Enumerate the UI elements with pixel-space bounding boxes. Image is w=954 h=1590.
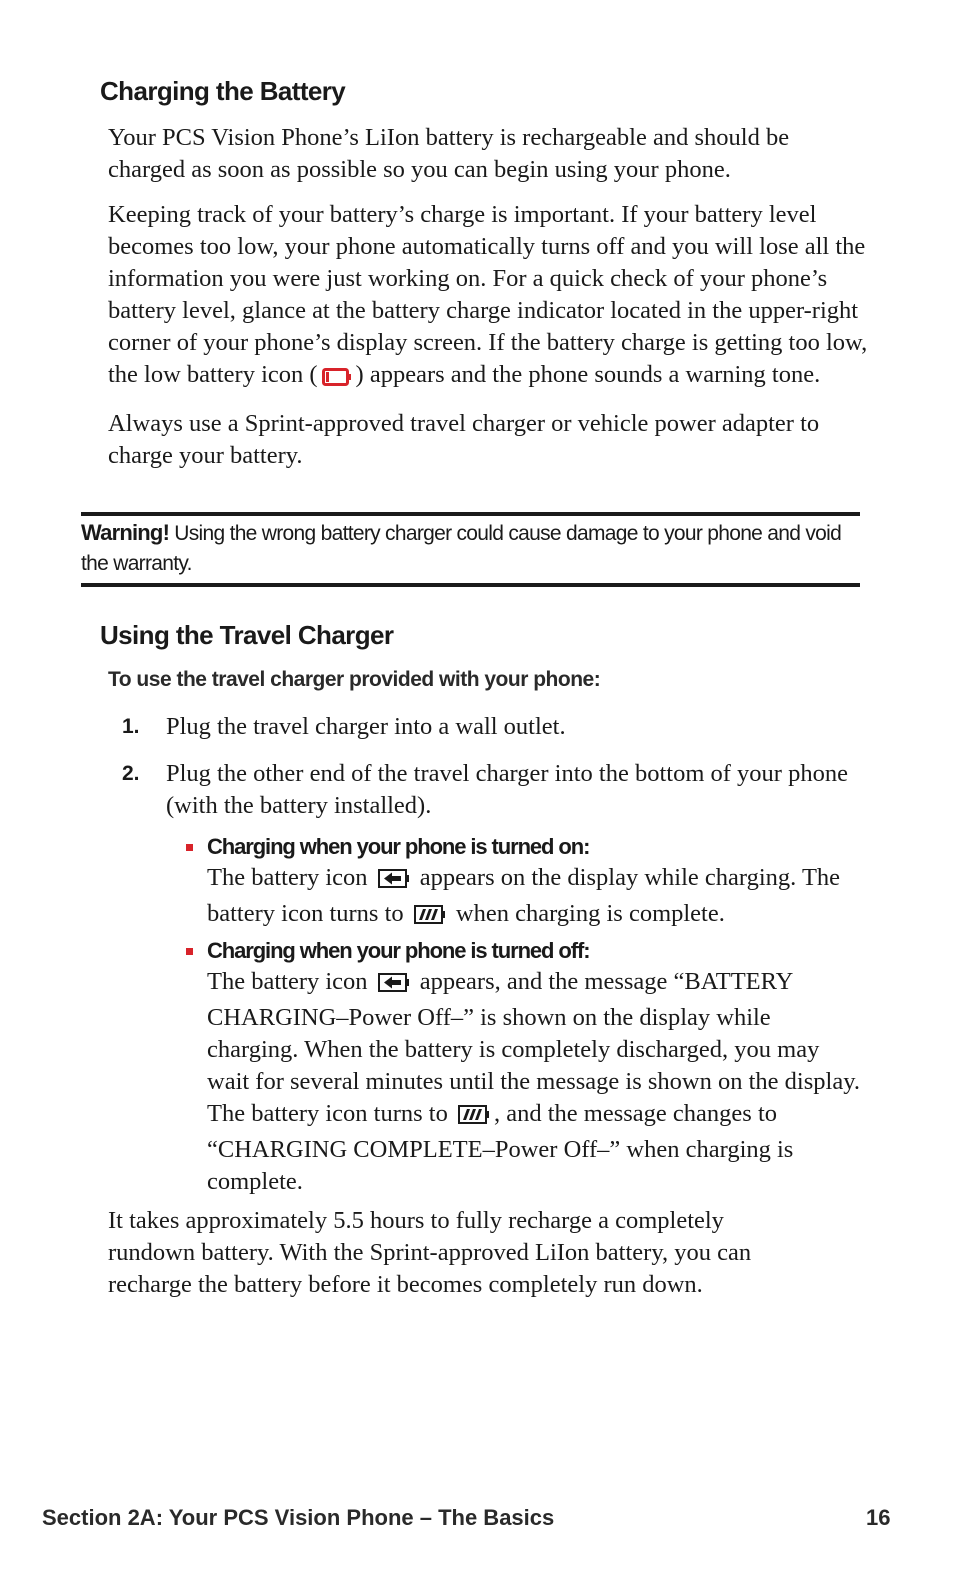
- bullet-marker: [186, 844, 193, 851]
- warning-top-rule: [81, 512, 860, 516]
- bullet-heading: Charging when your phone is turned on:: [207, 834, 590, 859]
- low-battery-icon: [322, 363, 352, 395]
- charging-battery-icon: [378, 866, 410, 898]
- step-text: Plug the travel charger into a wall outlet.: [166, 713, 566, 740]
- warning-bottom-rule: [81, 583, 860, 587]
- footer-page-number: 16: [866, 1505, 891, 1530]
- instructions-lead: To use the travel charger provided with your phone:: [108, 668, 601, 691]
- paragraph-battery-level: Keeping track of your battery’s charge is important. If your battery level becomes too low, your phone automatically turns off and you will lose all the information you were just working on. For a quick check of your phone’s battery level, glance at the battery charge indicator located in the upper-right corner of your phone’s display screen. If the battery charge is getting too low, the low battery icon ( ) appears and the phone sounds a warning tone.: [108, 199, 868, 395]
- paragraph-rechargeable: Your PCS Vision Phone’s LiIon battery is rechargeable and should be charged as soon as possible so you can begin using your phone.: [108, 124, 790, 183]
- bullet-heading: Charging when your phone is turned off:: [207, 938, 590, 963]
- full-battery-icon: [458, 1102, 490, 1134]
- step-text: Plug the other end of the travel charger into the bottom of your phone (with the battery installed).: [166, 760, 848, 819]
- full-battery-icon: [414, 902, 446, 934]
- step-2: [108, 758, 868, 822]
- bullet-phone-off: [186, 936, 866, 1198]
- closing-paragraph: [108, 1205, 798, 1314]
- section1-body: [108, 122, 868, 485]
- warning-text: Using the wrong battery charger could cause damage to your phone and void the warranty.: [81, 522, 842, 575]
- footer-section-title: Section 2A: Your PCS Vision Phone – The Basics: [42, 1505, 555, 1530]
- charging-battery-icon: [378, 970, 410, 1002]
- bullet-phone-on: [186, 832, 866, 934]
- warning-note: [81, 518, 860, 579]
- bullet-text: The battery icon appears on the display while charging. The battery icon turns to when charging is complete.: [207, 862, 866, 934]
- step-number: 1.: [122, 715, 140, 738]
- step-1: [108, 711, 868, 743]
- heading-travel-charger: Using the Travel Charger: [100, 620, 394, 650]
- warning-label: Warning!: [81, 520, 170, 545]
- paragraph-approved-charger: Always use a Sprint-approved travel charger or vehicle power adapter to charge your battery.: [108, 410, 820, 469]
- bullet-marker: [186, 948, 193, 955]
- heading-charging-battery: Charging the Battery: [100, 76, 346, 106]
- step-number: 2.: [122, 762, 140, 785]
- bullet-text: The battery icon appears, and the message “BATTERY CHARGING–Power Off–” is shown on the display while charging. When the battery is completely discharged, you may wait for several minutes until the message is shown on the display. The battery icon turns to , and the message changes to “CHARGING COMPLETE–Power Off–” when charging is complete.: [207, 968, 860, 1195]
- paragraph-recharge-time: It takes approximately 5.5 hours to fully recharge a completely rundown battery. With the Sprint-approved LiIon battery, you can recharge the battery before it becomes completely run down.: [108, 1207, 752, 1298]
